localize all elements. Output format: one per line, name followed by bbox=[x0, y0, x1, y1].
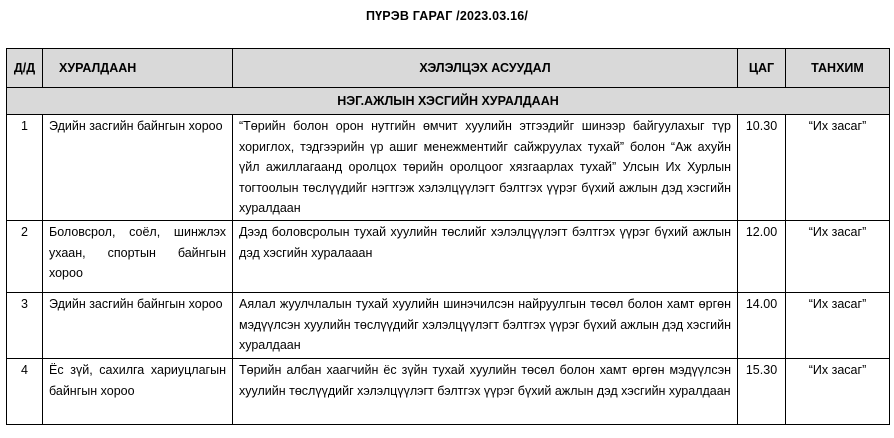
row-agenda: Дээд боловсролын тухай хуулийн төслийг хэлэлцүүлэгт бэлтгэх үүрэг бүхий ажлын дэд хэсгийн хуралааан bbox=[233, 221, 738, 293]
row-committee: Ёс зүй, сахилга хариуцлагын байнгын хороо bbox=[43, 359, 233, 425]
row-num: 1 bbox=[7, 115, 43, 221]
section-row bbox=[7, 88, 890, 115]
row-committee: Боловсрол, соёл, шинжлэх ухаан, спортын байнгын хороо bbox=[43, 221, 233, 293]
row-time: 10.30 bbox=[738, 115, 786, 221]
section-title: НЭГ.АЖЛЫН ХЭСГИЙН ХУРАЛДААН bbox=[7, 88, 890, 115]
header-committee: ХУРАЛДААН bbox=[43, 49, 233, 88]
header-time: ЦАГ bbox=[738, 49, 786, 88]
row-num: 4 bbox=[7, 359, 43, 425]
table-row bbox=[7, 221, 890, 293]
table-header bbox=[7, 49, 890, 88]
row-agenda: “Төрийн болон орон нутгийн өмчит хуулийн этгээдийг шинээр байгуулахыг түр хориглох, тэдгээрийн үр ашиг менежментийг сайжруулах тухай” болон “Аж ахуйн үйл ажиллагаанд оролцох төрийн оролцоог хязгаарлах тухай” Улсын Их Хурлын тогтоолын төслүүдийг нэгтгэж хэлэлцүүлэгт бэлтгэх үүрэг бүхий ажлын дэд хэсгийн хуралдаан bbox=[233, 115, 738, 221]
row-room: “Их засаг” bbox=[786, 115, 890, 221]
row-num: 3 bbox=[7, 293, 43, 359]
header-room: ТАНХИМ bbox=[786, 49, 890, 88]
row-num: 2 bbox=[7, 221, 43, 293]
schedule-table bbox=[6, 48, 890, 425]
row-committee: Эдийн засгийн байнгын хороо bbox=[43, 293, 233, 359]
row-room: “Их засаг” bbox=[786, 221, 890, 293]
header-num: Д/Д bbox=[7, 49, 43, 88]
header-agenda: ХЭЛЭЛЦЭХ АСУУДАЛ bbox=[233, 49, 738, 88]
table-body bbox=[7, 88, 890, 425]
table-row bbox=[7, 115, 890, 221]
header-row bbox=[7, 49, 890, 88]
table-row bbox=[7, 359, 890, 425]
row-time: 14.00 bbox=[738, 293, 786, 359]
row-agenda: Аялал жуулчлалын тухай хуулийн шинэчилсэн найруулгын төсөл болон хамт өргөн мэдүүлсэн хуулийн төслүүдийг хэлэлцүүлэгт бэлтгэх үүрэг бүхий ажлын дэд хэсгийн хуралдаан bbox=[233, 293, 738, 359]
row-committee: Эдийн засгийн байнгын хороо bbox=[43, 115, 233, 221]
document-title: ПҮРЭВ ГАРАГ /2023.03.16/ bbox=[365, 9, 529, 23]
row-time: 12.00 bbox=[738, 221, 786, 293]
row-room: “Их засаг” bbox=[786, 293, 890, 359]
row-room: “Их засаг” bbox=[786, 359, 890, 425]
row-agenda: Төрийн албан хаагчийн ёс зүйн тухай хуулийн төсөл болон хамт өргөн мэдүүлсэн хуулийн төслүүдийг хэлэлцүүлэгт бэлтгэх үүрэг бүхий ажлын дэд хэсгийн хуралдаан bbox=[233, 359, 738, 425]
row-time: 15.30 bbox=[738, 359, 786, 425]
table-row bbox=[7, 293, 890, 359]
